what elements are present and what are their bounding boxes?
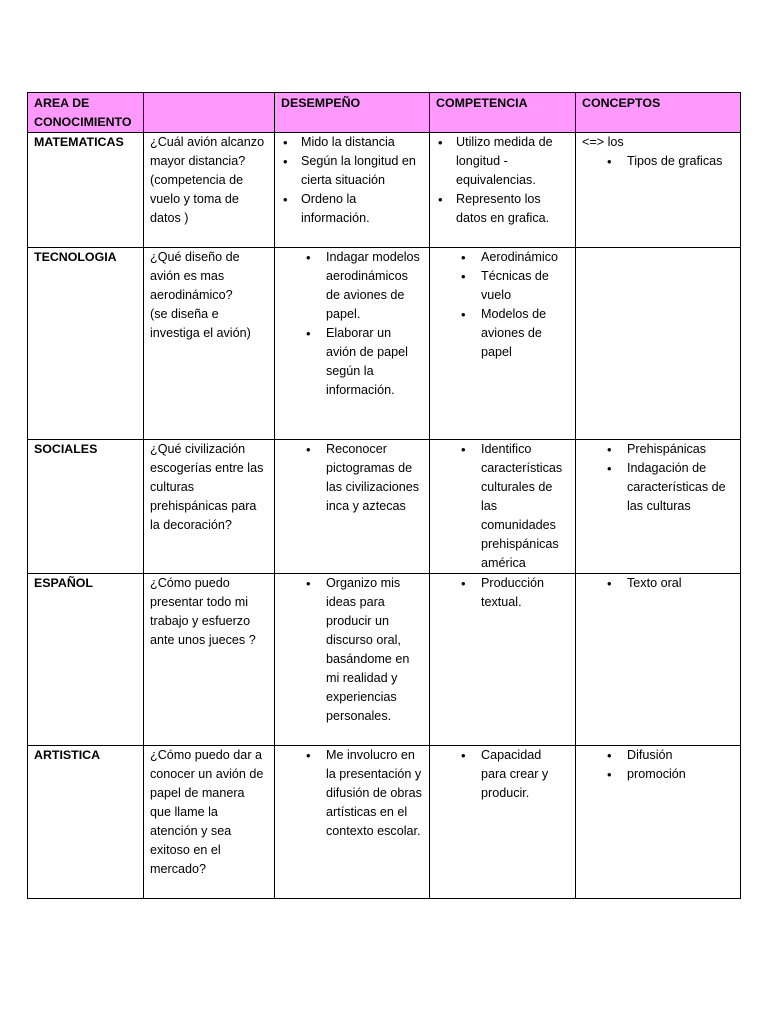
table-row	[28, 746, 741, 899]
header-desempeno: DESEMPEÑO	[275, 93, 430, 133]
competencia-cell	[430, 248, 576, 440]
list-item: • Tipos de graficas	[582, 152, 734, 171]
list-item: • Reconocer pictogramas de las civilizaciones inca y aztecas	[281, 440, 423, 516]
list-item: • Modelos de aviones de papel	[436, 305, 569, 362]
table-row	[28, 248, 741, 440]
list-item: • Difusión	[582, 746, 734, 765]
competencia-cell	[430, 133, 576, 248]
competencia-list	[436, 746, 569, 803]
conceptos-cell	[576, 248, 741, 440]
list-item: • Producción textual.	[436, 574, 569, 612]
list-item: • Organizo mis ideas para producir un discurso oral, basándome en mi realidad y experiencias personales.	[281, 574, 423, 726]
desempeno-list	[281, 248, 423, 400]
table-row	[28, 440, 741, 574]
desempeno-cell	[275, 574, 430, 746]
desempeno-list	[281, 440, 423, 516]
desempeno-list	[281, 133, 423, 228]
list-item: • Según la longitud en cierta situación	[281, 152, 423, 190]
list-item: • promoción	[582, 765, 734, 784]
list-item: • Capacidad para crear y producir.	[436, 746, 569, 803]
conceptos-list	[582, 440, 734, 516]
area-cell: TECNOLOGIA	[28, 248, 144, 440]
header-conceptos: CONCEPTOS	[576, 93, 741, 133]
question-cell: ¿Qué civilización escogerías entre las culturas prehispánicas para la decoración?	[144, 440, 275, 574]
desempeno-cell	[275, 133, 430, 248]
question-cell: ¿Cuál avión alcanzo mayor distancia? (competencia de vuelo y toma de datos )	[144, 133, 275, 248]
list-item: • Mido la distancia	[281, 133, 423, 152]
desempeno-cell	[275, 248, 430, 440]
conceptos-list	[582, 574, 734, 593]
conceptos-list	[582, 746, 734, 784]
desempeno-cell	[275, 440, 430, 574]
desempeno-list	[281, 574, 423, 726]
list-item: • Texto oral	[582, 574, 734, 593]
list-item: • Represento los datos en grafica.	[436, 190, 569, 228]
competencia-cell	[430, 746, 576, 899]
list-item: • Elaborar un avión de papel según la información.	[281, 324, 423, 400]
question-cell: ¿Cómo puedo dar a conocer un avión de papel de manera que llame la atención y sea exitoso en el mercado?	[144, 746, 275, 899]
conceptos-cell	[576, 133, 741, 248]
list-item: • Técnicas de vuelo	[436, 267, 569, 305]
header-question	[144, 93, 275, 133]
area-cell: SOCIALES	[28, 440, 144, 574]
area-cell: ESPAÑOL	[28, 574, 144, 746]
desempeno-list	[281, 746, 423, 841]
table-row	[28, 574, 741, 746]
desempeno-cell	[275, 746, 430, 899]
list-item: • Me involucro en la presentación y difusión de obras artísticas en el contexto escolar.	[281, 746, 423, 841]
question-cell	[144, 248, 275, 440]
question-cell: ¿Cómo puedo presentar todo mi trabajo y esfuerzo ante unos jueces ?	[144, 574, 275, 746]
competencia-list	[436, 574, 569, 612]
conceptos-cell	[576, 574, 741, 746]
competencia-list	[436, 133, 569, 228]
header-row	[28, 93, 741, 133]
conceptos-list	[582, 152, 734, 171]
area-cell: ARTISTICA	[28, 746, 144, 899]
competencia-cell	[430, 440, 576, 574]
conceptos-cell	[576, 440, 741, 574]
header-competencia: COMPETENCIA	[430, 93, 576, 133]
list-item: • Indagar modelos aerodinámicos de aviones de papel.	[281, 248, 423, 324]
list-item: • Identifico características culturales de las comunidades prehispánicas américa	[436, 440, 569, 573]
competencia-list	[436, 440, 569, 573]
competencia-cell	[430, 574, 576, 746]
question-line: (se diseña e investiga el avión)	[150, 307, 251, 340]
area-cell: MATEMATICAS	[28, 133, 144, 248]
list-item: • Ordeno la información.	[281, 190, 423, 228]
list-item: • Aerodinámico	[436, 248, 569, 267]
list-item: • Indagación de características de las culturas	[582, 459, 734, 516]
list-item: • Prehispánicas	[582, 440, 734, 459]
conceptos-cell	[576, 746, 741, 899]
table-row	[28, 133, 741, 248]
competencia-list	[436, 248, 569, 362]
header-area: AREA DE CONOCIMIENTO	[28, 93, 144, 133]
list-item: • Utilizo medida de longitud - equivalencias.	[436, 133, 569, 190]
question-line: ¿Qué diseño de avión es mas aerodinámico?	[150, 250, 240, 302]
conceptos-intro: <=> los	[582, 135, 624, 149]
knowledge-table	[27, 92, 741, 899]
